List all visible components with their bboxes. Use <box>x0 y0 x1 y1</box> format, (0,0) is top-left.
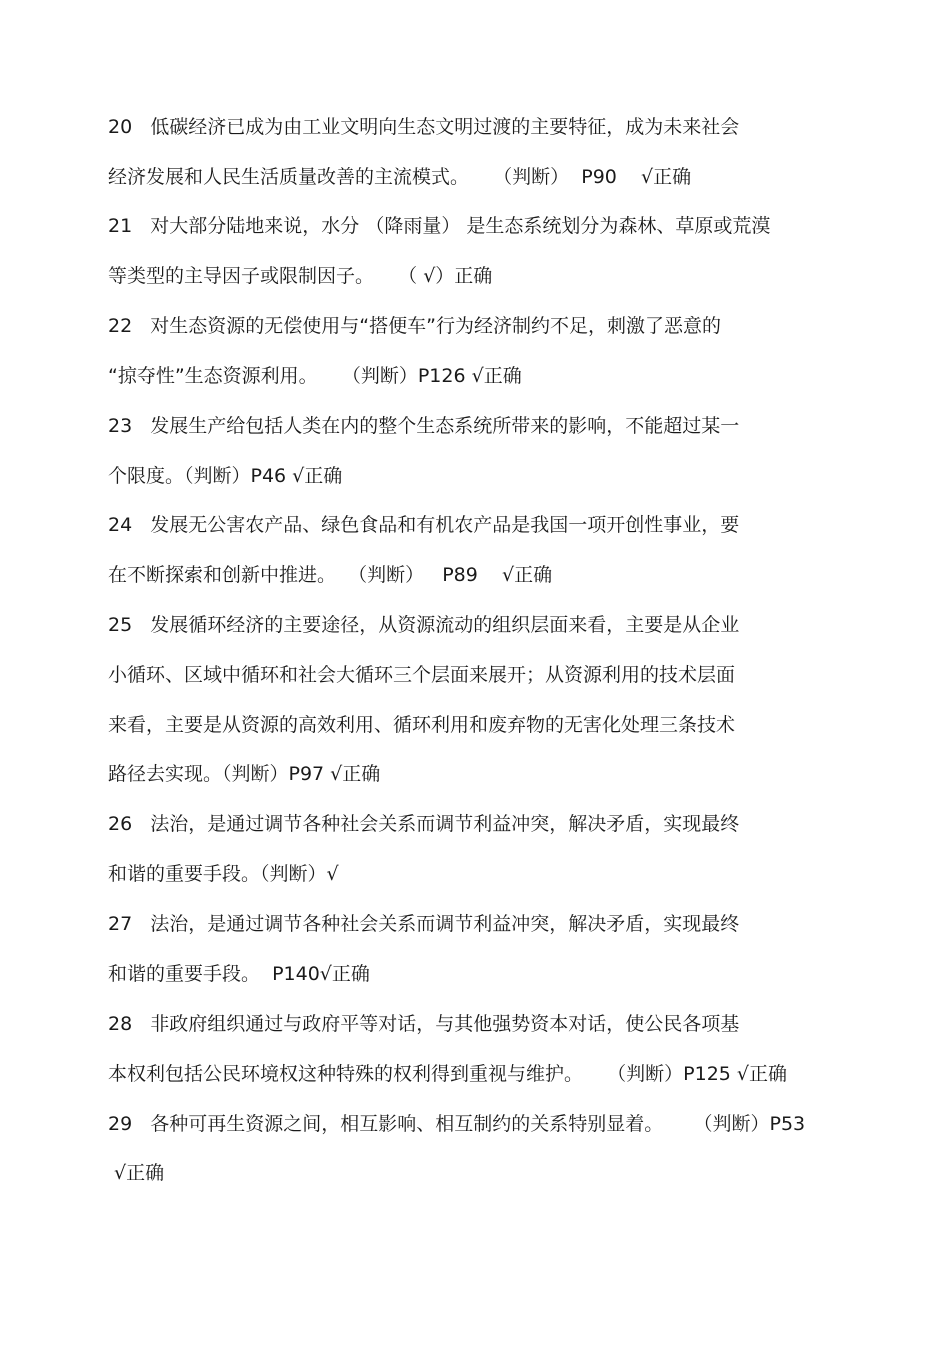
text-line: 28 非政府组织通过与政府平等对话，与其他强势资本对话，使公民各项基 <box>108 1013 740 1035</box>
text-line: 路径去实现。（判断）P97 √正确 <box>108 763 381 785</box>
text-line: 和谐的重要手段。 P140√正确 <box>108 963 370 985</box>
text-line: 在不断探索和创新中推进。 （判断） P89 √正确 <box>108 564 553 586</box>
text-line: 29 各种可再生资源之间，相互影响、相互制约的关系特别显着。 （判断）P53 <box>108 1113 806 1135</box>
text-line: 24 发展无公害农产品、绿色食品和有机农产品是我国一项开创性事业，要 <box>108 514 740 536</box>
text-line: 来看，主要是从资源的高效利用、循环利用和废弃物的无害化处理三条技术 <box>108 714 736 736</box>
text-line: 和谐的重要手段。（判断）√ <box>108 863 339 885</box>
text-line: 本权利包括公民环境权这种特殊的权利得到重视与维护。 （判断）P125 √正确 <box>108 1063 788 1085</box>
text-line: 22 对生态资源的无偿使用与“搭便车”行为经济制约不足，刺激了恶意的 <box>108 315 721 337</box>
text-line: 个限度。（判断）P46 √正确 <box>108 465 343 487</box>
text-line: 小循环、区域中循环和社会大循环三个层面来展开；从资源利用的技术层面 <box>108 664 736 686</box>
text-line: 23 发展生产给包括人类在内的整个生态系统所带来的影响，不能超过某一 <box>108 415 740 437</box>
text-line: 27 法治，是通过调节各种社会关系而调节利益冲突，解决矛盾，实现最终 <box>108 913 740 935</box>
text-line: √正确 <box>108 1162 165 1184</box>
text-line: 21 对大部分陆地来说，水分 （降雨量） 是生态系统划分为森林、草原或荒漠 <box>108 215 771 237</box>
text-line: 25 发展循环经济的主要途径，从资源流动的组织层面来看，主要是从企业 <box>108 614 740 636</box>
text-line: 等类型的主导因子或限制因子。 （ √）正确 <box>108 265 493 287</box>
text-line: “掠夺性”生态资源利用。 （判断）P126 √正确 <box>108 365 522 387</box>
text-line: 20 低碳经济已成为由工业文明向生态文明过渡的主要特征，成为未来社会 <box>108 116 740 138</box>
text-line: 经济发展和人民生活质量改善的主流模式。 （判断） P90 √正确 <box>108 166 692 188</box>
text-line: 26 法治，是通过调节各种社会关系而调节利益冲突，解决矛盾，实现最终 <box>108 813 740 835</box>
